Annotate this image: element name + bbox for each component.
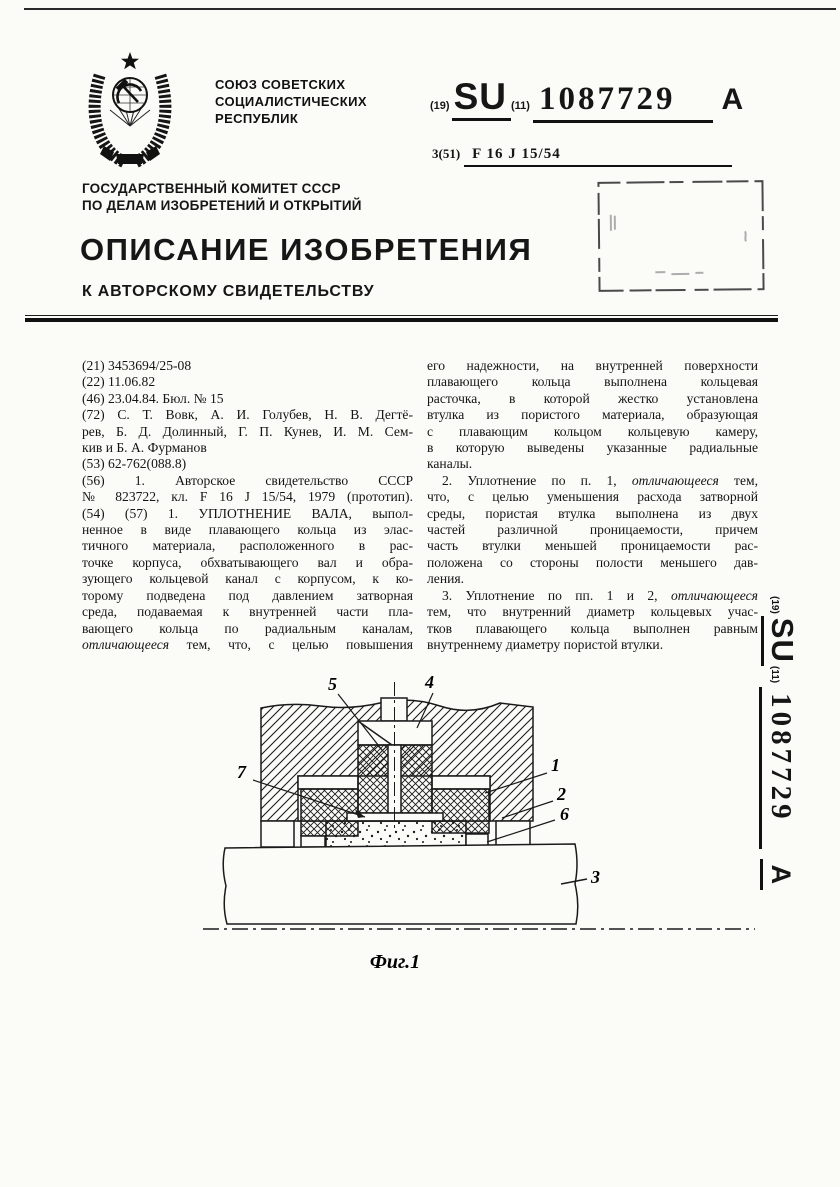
publication-number-row bbox=[430, 76, 743, 123]
text-line: положена со стороны полости меньшего дав- bbox=[427, 554, 758, 570]
star-icon bbox=[121, 52, 139, 69]
committee-line: ГОСУДАРСТВЕННЫЙ КОМИТЕТ СССР bbox=[82, 181, 341, 196]
text-line: вающего кольца по радиальным каналам, bbox=[82, 620, 413, 636]
country-code: SU bbox=[761, 616, 800, 666]
shaft-section bbox=[223, 844, 578, 924]
inid-code-19: (19) bbox=[769, 596, 780, 614]
text-line: зующего кольцевой канал с корпусом, к ко- bbox=[82, 571, 413, 587]
text-line: (21) 3453694/25-08 bbox=[82, 358, 192, 373]
text-line: внутреннему диаметру пористой втулки. bbox=[427, 636, 664, 652]
text-line: ненное в виде плавающего кольца из элас- bbox=[82, 522, 413, 538]
text-line: № 823722, кл. F 16 J 15/54, 1979 (прототип). bbox=[82, 489, 413, 505]
text-line: что, с целью уменьшения расхода затворной bbox=[427, 489, 758, 505]
page-subtitle: К АВТОРСКОМУ СВИДЕТЕЛЬСТВУ bbox=[82, 283, 375, 300]
text-line: тков плавающего кольца выполнен равным bbox=[427, 620, 758, 636]
text-line: (56) 1. Авторское свидетельство СССР bbox=[82, 472, 413, 488]
top-border-line bbox=[24, 8, 836, 10]
country-name bbox=[215, 76, 367, 127]
header-divider-thick bbox=[25, 318, 778, 322]
ipc-row bbox=[432, 146, 732, 167]
inid-code-11: (11) bbox=[510, 100, 530, 112]
country-line: СОЦИАЛИСТИЧЕСКИХ bbox=[215, 94, 367, 109]
text-line: среды, пористая втулка выполнена из двух bbox=[427, 505, 758, 521]
figure-label-6: 6 bbox=[560, 804, 569, 824]
committee-name bbox=[82, 180, 362, 214]
text-line: среда, подаваемая к внутренней части пла- bbox=[82, 604, 413, 620]
text-line: в которую выведены указанные радиальные bbox=[427, 440, 758, 456]
text-line: (46) 23.04.84. Бюл. № 15 bbox=[82, 390, 224, 406]
header-divider-thin bbox=[25, 315, 778, 316]
text-line: рев, Б. Д. Долинный, Г. П. Кунев, И. М. Сем- bbox=[82, 423, 413, 439]
text-line: ления. bbox=[427, 571, 465, 587]
text-line: его надежности, на внутренней поверхности bbox=[427, 358, 758, 373]
ussr-coat-of-arms bbox=[84, 50, 176, 168]
text-line: (54) (57) 1. УПЛОТНЕНИЕ ВАЛА, выпол- bbox=[82, 505, 413, 521]
figure-label-4: 4 bbox=[425, 672, 434, 692]
text-line: тичного материала, расположенного в рас- bbox=[82, 538, 413, 554]
text-line: каналы. bbox=[427, 456, 473, 472]
figure-label-2: 2 bbox=[557, 784, 566, 804]
figure-label-7: 7 bbox=[237, 762, 246, 782]
figure-label-1: 1 bbox=[551, 755, 560, 775]
text-line: (72) С. Т. Вовк, А. И. Голубев, Н. В. Дегтё- bbox=[82, 407, 413, 423]
text-line: часть втулки меньшей проницаемости рас- bbox=[427, 538, 758, 554]
text-line: отличающееся тем, что, с целью повышения bbox=[82, 636, 413, 652]
text-line: тем, что внутренний диаметр кольцевых учас- bbox=[427, 604, 758, 620]
body-columns bbox=[82, 358, 758, 653]
kind-code: A bbox=[721, 83, 744, 116]
country-code: SU bbox=[452, 76, 511, 121]
inid-code-11: (11) bbox=[769, 665, 780, 684]
text-line: 2. Уплотнение по п. 1, отличающееся тем, bbox=[442, 472, 758, 488]
text-line: торому подведена под давлением затворная bbox=[82, 587, 413, 603]
publication-number: 1087729 bbox=[533, 81, 714, 123]
figure-label-3: 3 bbox=[591, 867, 600, 887]
figure-caption: Фиг.1 bbox=[369, 951, 421, 973]
registration-stamp bbox=[596, 179, 765, 293]
text-line: 3. Уплотнение по пп. 1 и 2, отличающееся bbox=[442, 587, 758, 603]
text-line: расточка, в которой жестко установлена bbox=[427, 390, 758, 406]
publication-number: 1087729 bbox=[759, 687, 797, 849]
ipc-class: F 16 J 15/54 bbox=[464, 146, 732, 167]
inid-code-51: 3(51) bbox=[432, 146, 461, 161]
country-line: РЕСПУБЛИК bbox=[215, 111, 299, 126]
text-line: кив и Б. А. Фурманов bbox=[82, 440, 207, 456]
figure-1-drawing bbox=[195, 668, 770, 978]
text-line: (53) 62-762(088.8) bbox=[82, 456, 187, 472]
kind-code: A bbox=[760, 859, 796, 891]
country-line: СОЮЗ СОВЕТСКИХ bbox=[215, 77, 346, 92]
text-line: с плавающим кольцом кольцевую камеру, bbox=[427, 423, 758, 439]
page-title: ОПИСАНИЕ ИЗОБРЕТЕНИЯ bbox=[80, 232, 533, 267]
text-line: точке корпуса, обхватывающего вал и обра- bbox=[82, 554, 413, 570]
porous-sleeve-section bbox=[326, 821, 466, 847]
inid-code-19: (19) bbox=[430, 100, 450, 112]
biblio-claims-column-left bbox=[82, 358, 413, 653]
text-line: плавающего кольца выполнена кольцевая bbox=[427, 374, 758, 390]
committee-line: ПО ДЕЛАМ ИЗОБРЕТЕНИЙ И ОТКРЫТИЙ bbox=[82, 198, 362, 213]
text-line: втулка из пористого материала, образующая bbox=[427, 407, 758, 423]
text-line: частей различной проницаемости, причем bbox=[427, 522, 758, 538]
text-line: (22) 11.06.82 bbox=[82, 374, 156, 390]
claims-column-right bbox=[427, 358, 758, 653]
figure-label-5: 5 bbox=[328, 674, 337, 694]
